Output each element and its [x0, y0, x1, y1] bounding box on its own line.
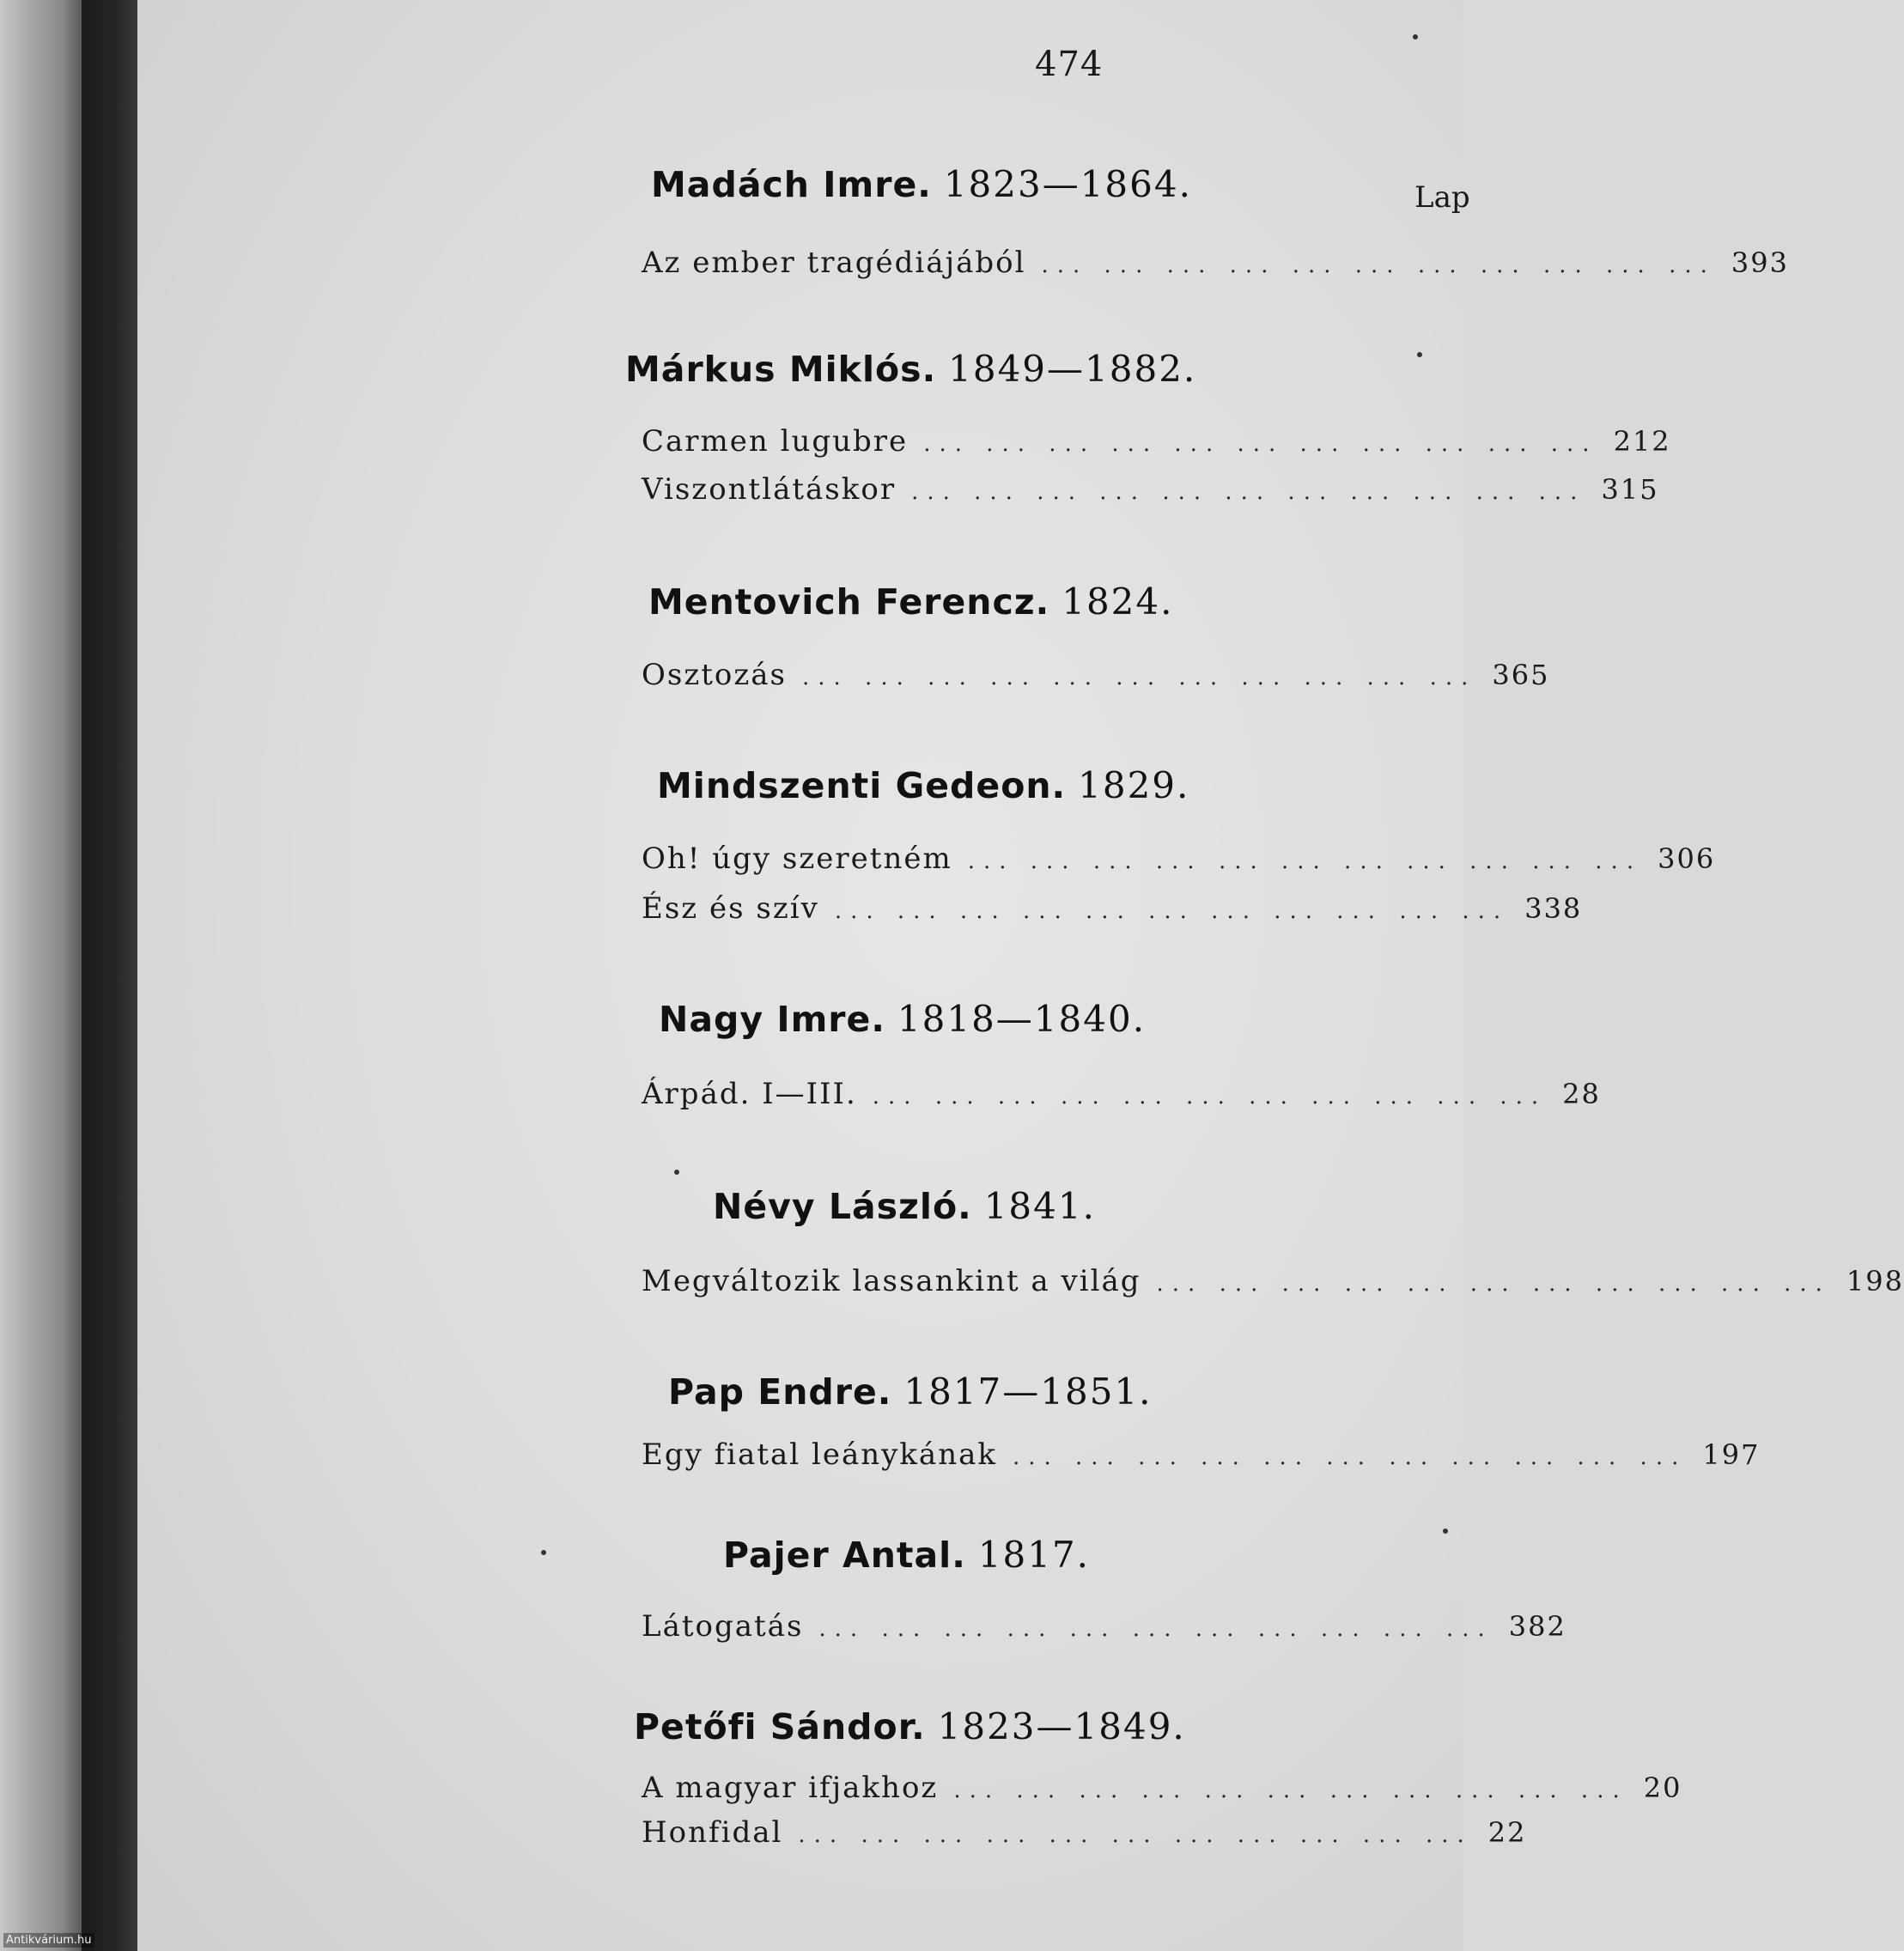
- print-speck: [674, 1170, 679, 1175]
- author-heading-petofi: [634, 1705, 1186, 1747]
- toc-entry: [642, 1264, 1904, 1302]
- dot-leader: ... ... ... ... ... ... ... ... ... ... ...: [834, 898, 1510, 924]
- book-page: [137, 0, 1904, 1951]
- entry-page-number: 28: [1562, 1078, 1601, 1110]
- dot-leader: ... ... ... ... ... ... ... ... ... ... ...: [953, 1778, 1628, 1803]
- toc-entry: [642, 658, 1550, 696]
- book-binding: [0, 0, 137, 1951]
- entry-page-number: 306: [1658, 842, 1716, 875]
- print-speck: [1413, 34, 1418, 40]
- toc-entry: [642, 1771, 1682, 1808]
- entry-title: Honfidal: [642, 1815, 783, 1850]
- entry-page-number: 197: [1702, 1438, 1761, 1471]
- author-heading-pap: [668, 1371, 1153, 1413]
- print-speck: [1417, 352, 1422, 357]
- author-name: Márkus Miklós.: [625, 349, 937, 390]
- author-heading-pajer: [723, 1534, 1090, 1576]
- dot-leader: ... ... ... ... ... ... ... ... ... ... ...: [911, 479, 1586, 505]
- entry-title: Megváltozik lassankint a világ: [642, 1264, 1141, 1298]
- author-name: Mindszenti Gedeon.: [657, 765, 1067, 806]
- dot-leader: ... ... ... ... ... ... ... ... ... ... ...: [818, 1616, 1493, 1642]
- author-name: Pajer Antal.: [723, 1535, 966, 1576]
- dot-leader: ... ... ... ... ... ... ... ... ... ... ...: [1156, 1271, 1831, 1297]
- author-years: 1817.: [977, 1534, 1091, 1576]
- author-name: Mentovich Ferencz.: [648, 581, 1050, 623]
- entry-page-number: 393: [1731, 246, 1789, 279]
- binding-cloth-edge: [0, 0, 82, 1951]
- entry-title: A magyar ifjakhoz: [642, 1771, 939, 1805]
- author-name: Madách Imre.: [651, 164, 932, 205]
- toc-entry: [642, 1609, 1566, 1647]
- toc-entry: [642, 1815, 1527, 1853]
- entry-title: Ész és szív: [642, 891, 819, 926]
- toc-entry: [642, 1077, 1601, 1115]
- author-years: 1824.: [1061, 580, 1174, 623]
- author-heading-nevy: [713, 1185, 1096, 1227]
- toc-entry: [642, 472, 1659, 510]
- dot-leader: ... ... ... ... ... ... ... ... ... ... ...: [1041, 252, 1716, 278]
- author-name: Petőfi Sándor.: [634, 1706, 926, 1747]
- entry-title: Osztozás: [642, 658, 787, 692]
- binding-spine: [82, 0, 137, 1951]
- entry-title: Az ember tragédiájából: [642, 246, 1026, 280]
- author-heading-markus: [625, 348, 1196, 390]
- entry-title: Oh! úgy szeretném: [642, 842, 952, 876]
- author-years: 1823—1864.: [943, 163, 1192, 205]
- lap-column-label: Lap: [1414, 180, 1470, 215]
- toc-entry: [642, 1437, 1761, 1475]
- entry-page-number: 22: [1487, 1816, 1527, 1849]
- print-speck: [541, 1550, 546, 1555]
- toc-entry: [642, 424, 1671, 462]
- entry-page-number: 212: [1613, 425, 1671, 458]
- author-name: Pap Endre.: [668, 1371, 892, 1413]
- author-name: Nagy Imre.: [659, 999, 885, 1040]
- author-years: 1849—1882.: [948, 348, 1197, 390]
- dot-leader: ... ... ... ... ... ... ... ... ... ... ...: [798, 1822, 1473, 1848]
- author-heading-mentovich: [648, 580, 1173, 623]
- author-years: 1829.: [1078, 764, 1190, 806]
- toc-entry: [642, 246, 1789, 283]
- author-heading-mindszenti: [657, 764, 1189, 806]
- watermark: Antikvárium.hu: [3, 1933, 94, 1948]
- entry-title: Egy fiatal leánykának: [642, 1437, 997, 1472]
- author-heading-madach: [651, 163, 1192, 205]
- entry-page-number: 365: [1492, 659, 1550, 691]
- author-heading-nagy: [659, 998, 1146, 1040]
- dot-leader: ... ... ... ... ... ... ... ... ... ... ...: [872, 1084, 1548, 1109]
- author-years: 1818—1840.: [897, 998, 1147, 1040]
- page-number: 474: [1035, 45, 1104, 84]
- entry-page-number: 315: [1601, 473, 1659, 506]
- dot-leader: ... ... ... ... ... ... ... ... ... ... ...: [923, 431, 1598, 457]
- dot-leader: ... ... ... ... ... ... ... ... ... ... ...: [1012, 1444, 1688, 1470]
- print-speck: [1443, 1529, 1448, 1534]
- entry-title: Viszontlátáskor: [642, 472, 897, 507]
- entry-page-number: 338: [1524, 892, 1583, 925]
- entry-page-number: 20: [1643, 1772, 1682, 1804]
- entry-title: Látogatás: [642, 1609, 804, 1644]
- entry-page-number: 198: [1846, 1265, 1904, 1298]
- toc-entry: [642, 891, 1583, 929]
- toc-entry: [642, 842, 1716, 879]
- author-name: Névy László.: [713, 1186, 972, 1227]
- entry-page-number: 382: [1508, 1610, 1566, 1643]
- dot-leader: ... ... ... ... ... ... ... ... ... ... ...: [802, 665, 1477, 690]
- author-years: 1817—1851.: [903, 1371, 1153, 1413]
- entry-title: Carmen lugubre: [642, 424, 909, 459]
- dot-leader: ... ... ... ... ... ... ... ... ... ... ...: [967, 848, 1643, 874]
- author-years: 1823—1849.: [937, 1705, 1186, 1747]
- entry-title: Árpád. I—III.: [642, 1077, 857, 1111]
- author-years: 1841.: [983, 1185, 1096, 1227]
